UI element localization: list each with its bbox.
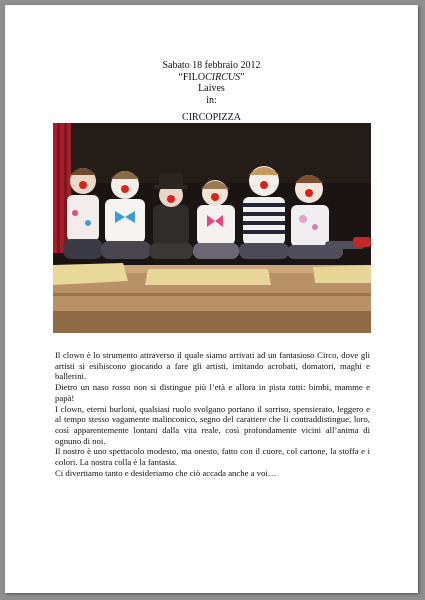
event-city: Laives [198, 83, 225, 94]
event-venue: CIRCOPIZZA [182, 112, 241, 123]
paragraph: Dietro un naso rosso non si distingue più l’età e allora in pista tutti: bimbi, mamme e papà! [55, 382, 370, 403]
photo-illustration [53, 123, 371, 333]
document-header [5, 60, 418, 124]
event-date: Sabato 18 febbraio 2012 [162, 60, 261, 71]
paragraph: Ci divertiamo tanto e desideriamo che ciò accada anche a voi… [55, 467, 277, 478]
paragraph: Il clown è lo strumento attraverso il quale siamo arrivati ad un fantasioso Circo, dove gli artisti si esibiscono giocando a fare gli artisti, imitando acrobati, domatori, maghi e ballerini. [55, 350, 370, 382]
paragraph: Il nostro è uno spettacolo modesto, ma onesto, fatto con il cuore, col cartone, la stoffa e i colori. La nostra colla è la fantasia. [55, 446, 370, 468]
document-page [5, 5, 418, 593]
document-body [55, 350, 370, 478]
event-preposition: in: [206, 94, 217, 106]
paragraph: I clown, eterni burloni, qualsiasi ruolo svolgano portano il sorriso, spensierato, leggero e al tempo stesso vagamente malinconico, segno del carattere che li contraddistingue, loro, così apparentemente lontani dalla vita reale, così profondamente vicini all’anima di ognuno di noi. [55, 403, 370, 446]
show-title: “FILOCIRCUS” [178, 71, 245, 83]
clown-children-photo [53, 123, 371, 333]
